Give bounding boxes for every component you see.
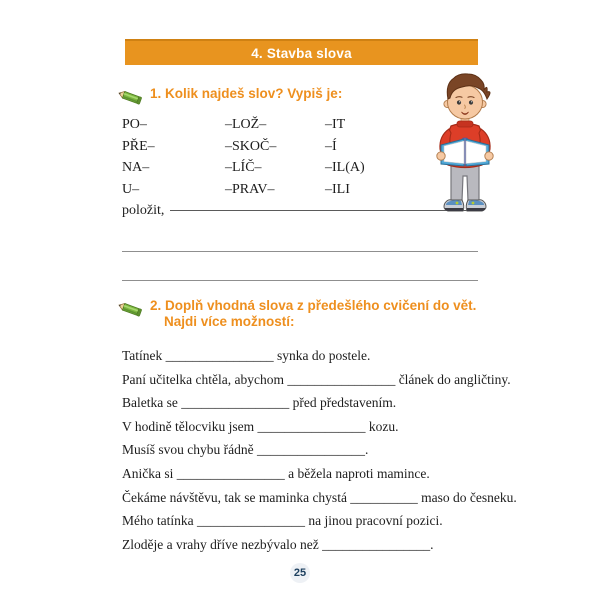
sentence: Baletka se ________________ před představením. <box>122 395 397 411</box>
writing-line <box>122 251 478 252</box>
exercise2-heading-line2: Najdi více možností: <box>164 314 295 329</box>
word-part: PŘE– <box>122 138 155 154</box>
answer-start-word: položit, <box>122 203 165 218</box>
word-part: –Í <box>325 138 337 154</box>
word-part: –IT <box>325 117 346 132</box>
sentence: Anička si ________________ a běžela naproti mamince. <box>122 465 430 481</box>
word-part: PO– <box>122 117 147 132</box>
page-number-badge <box>290 563 310 583</box>
word-part: –ILI <box>325 181 350 197</box>
pencil-icon <box>118 299 144 321</box>
sentence-list <box>122 344 517 556</box>
exercise2-heading <box>150 298 476 330</box>
sentence: Mého tatínka ________________ na jinou pracovní pozici. <box>122 513 443 529</box>
exercise2-heading-row <box>118 298 476 330</box>
chapter-title: 4. Stavba slova <box>251 45 352 61</box>
word-part: –LOŽ– <box>225 117 267 132</box>
exercise2-heading-line1: 2. Doplň vhodná slova z předešlého cvičení do vět. <box>150 298 477 313</box>
exercise1-heading-row <box>118 86 342 109</box>
sentence: V hodině tělocviku jsem ________________ kozu. <box>122 418 399 434</box>
pencil-icon <box>118 87 144 109</box>
word-part-grid <box>122 114 422 200</box>
word-part: –SKOČ– <box>225 138 277 154</box>
word-part: U– <box>122 181 140 197</box>
chapter-banner <box>125 39 478 65</box>
page-number: 25 <box>293 567 307 579</box>
word-part: –LÍČ– <box>225 160 262 175</box>
sentence: Čekáme návštěvu, tak se maminka chystá __________ maso do česneku. <box>122 489 517 505</box>
sentence: Paní učitelka chtěla, abychom ________________ článek do angličtiny. <box>122 371 511 387</box>
boy-reading-illustration <box>424 72 506 218</box>
sentence: Zloděje a vrahy dříve nezbývalo než ________________. <box>122 536 434 552</box>
exercise1-heading: 1. Kolik najdeš slov? Vypiš je: <box>150 86 343 101</box>
sentence: Musíš svou chybu řádně ________________. <box>122 442 369 458</box>
writing-line <box>122 280 478 281</box>
word-part: –PRAV– <box>225 181 275 197</box>
word-part: NA– <box>122 160 150 175</box>
sentence: Tatínek ________________ synka do postele. <box>122 348 371 363</box>
word-part: –IL(A) <box>325 160 365 175</box>
